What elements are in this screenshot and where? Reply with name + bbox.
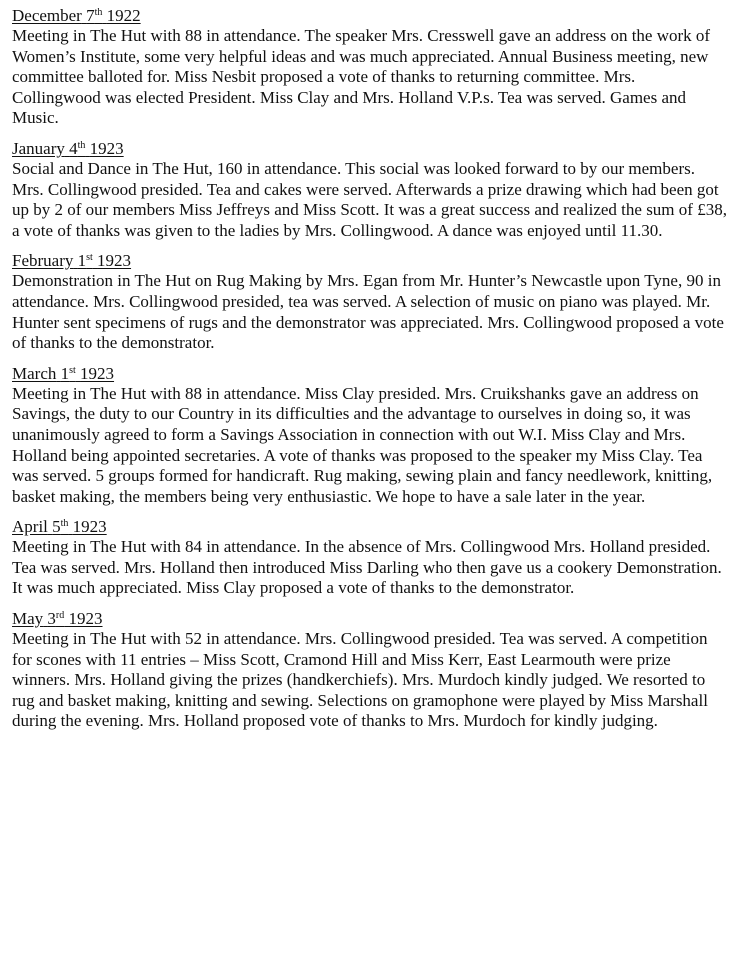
minutes-entry-march-1923 xyxy=(12,364,728,508)
entry-date: January 4th 1923 xyxy=(12,138,124,158)
entry-date: May 3rd 1923 xyxy=(12,609,103,629)
entry-text: Social and Dance in The Hut, 160 in attendance. This social was looked forward to by our members. Mrs. Collingwood presided. Tea and cakes were served. Afterwards a prize drawing which had been got up by 2 of our members Miss Jeffreys and Miss Scott. It was a great success and realized the sum of £38, a vote of thanks was given to the ladies by Mrs. Collingwood. A dance was enjoyed until 11.30. xyxy=(12,158,727,240)
minutes-entry-april-1923 xyxy=(12,517,728,599)
minutes-entry-december-1922 xyxy=(12,6,728,129)
entry-text: Meeting in The Hut with 84 in attendance. In the absence of Mrs. Collingwood Mrs. Holland presided. Tea was served. Mrs. Holland then introduced Miss Darling who then gave us a cookery Demonstration. It was much appreciated. Miss Clay proposed a vote of thanks to the demonstrator. xyxy=(12,537,722,598)
entry-text: Meeting in The Hut with 88 in attendance. Miss Clay presided. Mrs. Cruikshanks gave an address on Savings, the duty to our Country in its difficulties and the advantage to ourselves in doing so, it was unanimously agreed to form a Savings Association in connection with out W.I. Miss Clay and Mrs. Holland being appointed secretaries. A vote of thanks was proposed to the speaker my Miss Clay. Tea was served. 5 groups formed for handicraft. Rug making, sewing plain and fancy needlework, knitting, basket making, the members being very enthusiastic. We hope to have a sale later in the year. xyxy=(12,383,713,506)
entry-text: Demonstration in The Hut on Rug Making by Mrs. Egan from Mr. Hunter’s Newcastle upon Tyne, 90 in attendance. Mrs. Collingwood presided, tea was served. A selection of music on piano was played. Mr. Hunter sent specimens of rugs and the demonstrator was appreciated. Mrs. Collingwood proposed a vote of thanks to the demonstrator. xyxy=(12,271,724,353)
minutes-entry-february-1923 xyxy=(12,251,728,353)
entry-date: December 7th 1922 xyxy=(12,6,141,25)
minutes-entry-may-1923 xyxy=(12,609,728,732)
entry-date: March 1st 1923 xyxy=(12,363,115,383)
entry-date: February 1st 1923 xyxy=(12,251,132,271)
entry-text: Meeting in The Hut with 52 in attendance. Mrs. Collingwood presided. Tea was served. A competition for scones with 11 entries – Miss Scott, Cramond Hill and Miss Kerr, East Learmouth were prize winners. Mrs. Holland giving the prizes (handkerchiefs). Mrs. Murdoch kindly judged. We resorted to rug and basket making, knitting and sewing. Selections on gramophone were played by Miss Marshall during the evening. Mrs. Holland proposed vote of thanks to Mrs. Murdoch for kindly judging. xyxy=(12,629,708,731)
minutes-entry-january-1923 xyxy=(12,139,728,241)
minutes-page xyxy=(12,6,728,742)
entry-date: April 5th 1923 xyxy=(12,517,107,537)
entry-text: Meeting in The Hut with 88 in attendance. The speaker Mrs. Cresswell gave an address on the work of Women’s Institute, some very helpful ideas and was much appreciated. Annual Business meeting, new committee balloted for. Miss Nesbit proposed a vote of thanks to returning committee. Mrs. Collingwood was elected President. Miss Clay and Mrs. Holland V.P.s. Tea was served. Games and Music. xyxy=(12,26,711,128)
